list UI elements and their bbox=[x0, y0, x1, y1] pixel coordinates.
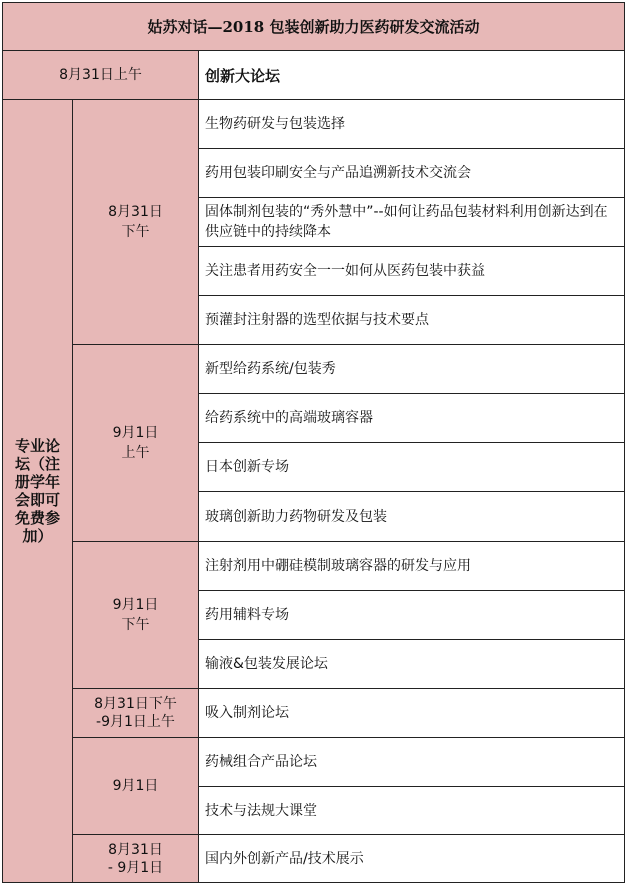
group-time: 9月1日 下午 bbox=[72, 541, 199, 689]
morning-time: 8月31日上午 bbox=[2, 50, 199, 100]
group-time: 8月31日 下午 bbox=[72, 99, 199, 345]
topic-item: 注射剂用中硼硅模制玻璃容器的研发与应用 bbox=[198, 541, 625, 591]
group-time: 8月31日 - 9月1日 bbox=[72, 834, 199, 883]
topic-item: 关注患者用药安全一一如何从医药包装中获益 bbox=[198, 246, 625, 296]
topic-item: 吸入制剂论坛 bbox=[198, 688, 625, 738]
topic-item: 日本创新专场 bbox=[198, 442, 625, 492]
topic-item: 预灌封注射器的选型依据与技术要点 bbox=[198, 295, 625, 345]
topic-item: 生物药研发与包装选择 bbox=[198, 99, 625, 149]
group-time: 8月31日下午 -9月1日上午 bbox=[72, 688, 199, 738]
group-time: 9月1日 上午 bbox=[72, 344, 199, 542]
topic-item: 药用包装印刷安全与产品追溯新技术交流会 bbox=[198, 148, 625, 198]
topic-item: 玻璃创新助力药物研发及包装 bbox=[198, 491, 625, 542]
topic-item: 给药系统中的高端玻璃容器 bbox=[198, 393, 625, 443]
topic-item: 药械组合产品论坛 bbox=[198, 737, 625, 787]
topic-item: 固体制剂包装的“秀外慧中”--如何让药品包装材料利用创新达到在供应链中的持续降本 bbox=[198, 197, 625, 247]
topic-item: 技术与法规大课堂 bbox=[198, 786, 625, 835]
topic-item: 药用辅料专场 bbox=[198, 590, 625, 640]
morning-topic: 创新大论坛 bbox=[198, 50, 625, 100]
schedule-table bbox=[2, 2, 625, 883]
topic-item: 新型给药系统/包装秀 bbox=[198, 344, 625, 394]
topic-item: 输液&包装发展论坛 bbox=[198, 639, 625, 689]
topic-item: 国内外创新产品/技术展示 bbox=[198, 834, 625, 883]
table-title: 姑苏对话—2018 包装创新助力医药研发交流活动 bbox=[2, 2, 625, 51]
group-time: 9月1日 bbox=[72, 737, 199, 835]
specialty-forum-label: 专业论坛（注册学年会即可免费参加） bbox=[2, 99, 73, 883]
